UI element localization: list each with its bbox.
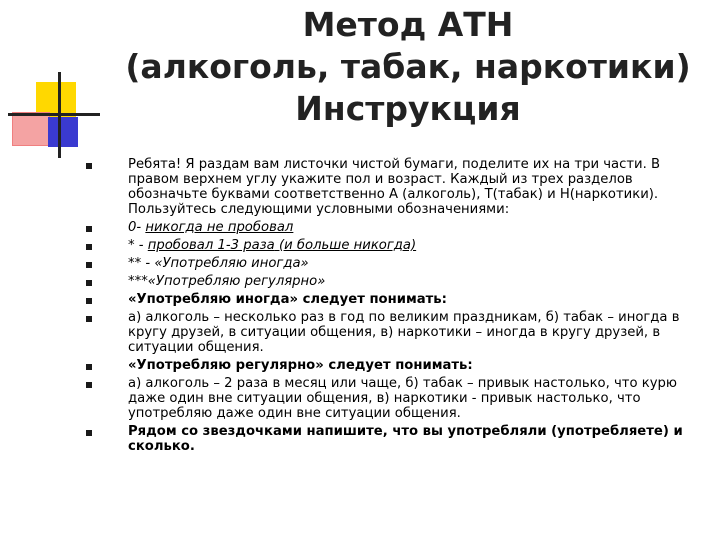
bullet-icon bbox=[86, 316, 92, 322]
tried-rest: (и больше никогда) bbox=[274, 238, 417, 253]
bullet-icon bbox=[86, 280, 92, 286]
sometimes-definition-text: а) алкоголь – несколько раз в год по великим праздникам, б) табак – иногда в кругу друзей, в ситуации общения, в) наркотики – иногда в кругу друзей, в ситуации общения. bbox=[128, 310, 680, 355]
title-line-1: Метод АТН bbox=[302, 5, 514, 44]
bullet-icon bbox=[86, 226, 92, 232]
bullet-icon bbox=[86, 244, 92, 250]
list-item-sometimes-definition bbox=[76, 310, 712, 355]
list-item-sometimes-heading bbox=[76, 292, 712, 307]
list-item-regularly bbox=[76, 274, 712, 289]
final-instruction-text: Рядом со звездочками напишите, что вы употребляли (употребляете) и сколько. bbox=[128, 424, 683, 454]
bullet-icon bbox=[86, 262, 92, 268]
list-item-sometimes bbox=[76, 256, 712, 271]
logo-red-square bbox=[12, 112, 50, 146]
slide-title bbox=[108, 4, 708, 130]
list-item-regularly-heading bbox=[76, 358, 712, 373]
regularly-heading-text: «Употребляю регулярно» следует понимать: bbox=[128, 358, 473, 373]
list-item-tried bbox=[76, 238, 712, 253]
title-line-2: (алкоголь, табак, наркотики) bbox=[125, 47, 691, 86]
list-item-never bbox=[76, 220, 712, 235]
regularly-definition-text: а) алкоголь – 2 раза в месяц или чаще, б) табак – привык настолько, что курю даже один вне ситуации общения, в) наркотики - привык настолько, что употребляю даже один вне ситуации общения. bbox=[128, 376, 677, 421]
logo-blue-square bbox=[48, 117, 78, 147]
list-item-final-instruction bbox=[76, 424, 712, 454]
tried-text: пробовал 1-3 раза bbox=[147, 238, 275, 253]
intro-text: Ребята! Я раздам вам листочки чистой бумаги, поделите их на три части. В правом верхнем углу укажите пол и возраст. Каждый из трех разделов обозначьте буквами соответственно А (алкоголь), Т(табак) и Н(наркотики). Пользуйтесь следующими условными обозначениями: bbox=[128, 157, 661, 217]
never-prefix: 0- bbox=[128, 220, 146, 235]
sometimes-text: ** - «Употребляю иногда» bbox=[128, 256, 309, 271]
list-item-intro bbox=[76, 157, 712, 217]
bullet-icon bbox=[86, 298, 92, 304]
bullet-icon bbox=[86, 430, 92, 436]
bullet-list bbox=[76, 157, 712, 457]
logo-horizontal-line bbox=[8, 113, 100, 116]
regularly-text: ***«Употребляю регулярно» bbox=[128, 274, 326, 289]
bullet-icon bbox=[86, 382, 92, 388]
title-line-3: Инструкция bbox=[295, 89, 521, 128]
sometimes-heading-text: «Употребляю иногда» следует понимать: bbox=[128, 292, 447, 307]
tried-prefix: * - bbox=[128, 238, 148, 253]
never-text: никогда не пробовал bbox=[145, 220, 294, 235]
list-item-regularly-definition bbox=[76, 376, 712, 421]
bullet-icon bbox=[86, 364, 92, 370]
bullet-icon bbox=[86, 163, 92, 169]
